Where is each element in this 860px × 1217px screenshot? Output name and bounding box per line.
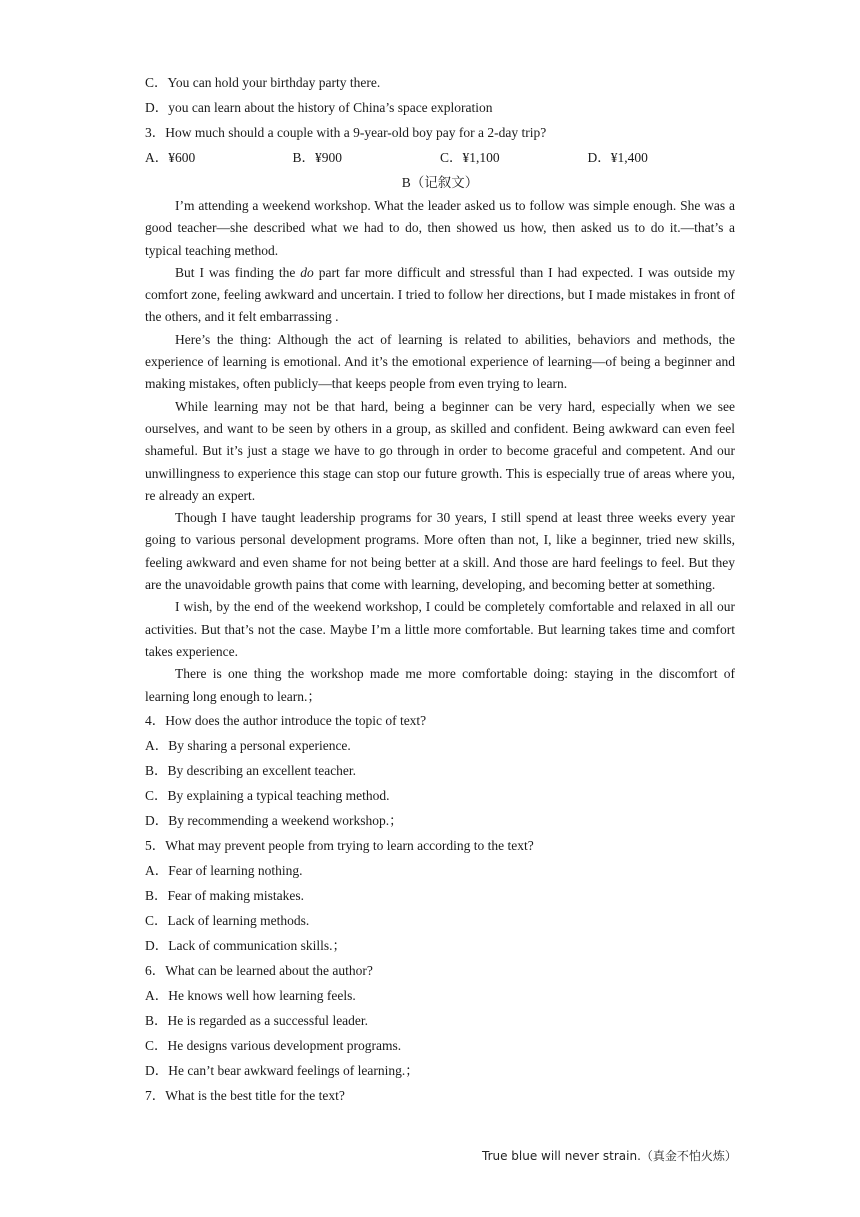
option-b: B．He is regarded as a successful leader.: [145, 1012, 369, 1028]
exam-page: [145, 70, 735, 1108]
passage-paragraph-1: I’m attending a weekend workshop. What the leader asked us to follow was simple enough. She was a good teacher—she described what we had to do, then showed us how, then asked us to do it.—that’s a typical teaching method.: [145, 198, 735, 258]
option-a: A．¥600: [145, 150, 196, 165]
question-3-options: [145, 145, 735, 170]
option-a: A．Fear of learning nothing.: [145, 862, 303, 878]
question-4-stem: 4．How does the author introduce the topic of text?: [145, 712, 427, 728]
passage-paragraph-7: There is one thing the workshop made me more comfortable doing: staying in the discomfort of learning long enough to learn.；: [145, 666, 735, 704]
option-a: A．He knows well how learning feels.: [145, 987, 356, 1003]
option-d: D．He can’t bear awkward feelings of learning.；: [145, 1062, 419, 1078]
option-c: C．¥1,100: [440, 150, 500, 165]
passage-paragraph-4: While learning may not be that hard, being a beginner can be very hard, especially when we see ourselves, and want to be seen by others in a group, as skilled and confident. Being awkward can even feel shameful. But it’s just a stage we have to go through in order to become graceful and competent. And our unwillingness to experience this stage can stop our future growth. This is especially true of areas where you, re already an expert.: [145, 398, 735, 503]
option-b: B．Fear of making mistakes.: [145, 887, 304, 903]
question-7-stem: 7．What is the best title for the text?: [145, 1087, 345, 1103]
question-3-stem: 3．How much should a couple with a 9-year-old boy pay for a 2-day trip?: [145, 125, 547, 140]
page-footer: True blue will never strain.（真金不怕火炼）: [482, 1149, 737, 1163]
question-6-stem: 6．What can be learned about the author?: [145, 962, 373, 978]
option-d: D．¥1,400: [587, 150, 648, 165]
reading-passage: [145, 195, 735, 708]
passage-paragraph-3: Here’s the thing: Although the act of learning is related to abilities, behaviors and methods, the experience of learning is emotional. And it’s the emotional experience of learning—of being a beginner and making mistakes, often publicly—that keeps people from even trying to learn.: [145, 331, 735, 392]
passage-paragraph-5: Though I have taught leadership programs for 30 years, I still spend at least three weeks every year going to various personal development programs. More often than not, I, like a beginner, tried new skills, feeling awkward and even shame for not being better at a skill. And those are hard feelings to feel. But they are the unavoidable growth pains that come with learning, developing, and becoming better at something.: [145, 510, 735, 593]
passage-paragraph-6: I wish, by the end of the weekend workshop, I could be completely comfortable and relaxed in all our activities. But that’s not the case. Maybe I’m a little more comfortable. But learning takes time and comfort takes experience.: [145, 599, 735, 659]
option-b: B．By describing an excellent teacher.: [145, 762, 357, 778]
section-title: B（记叙文）: [401, 175, 479, 190]
italic-word: do: [300, 264, 314, 280]
option-c: C．Lack of learning methods.: [145, 912, 310, 928]
passage-paragraph-2: But I was finding the do part far more difficult and stressful than I had expected. I was outside my comfort zone, feeling awkward and uncertain. I tried to follow her directions, but I made mistakes in front of the others, and it felt embarrassing .: [145, 264, 735, 325]
question-5-stem: 5．What may prevent people from trying to learn according to the text?: [145, 837, 534, 853]
option-d: D．Lack of communication skills.；: [145, 937, 346, 953]
option-c: C．He designs various development programs.: [145, 1037, 402, 1053]
option-d: D．you can learn about the history of China’s space exploration: [145, 100, 493, 115]
option-a: A．By sharing a personal experience.: [145, 737, 351, 753]
option-b: B．¥900: [292, 150, 343, 165]
option-c: C．By explaining a typical teaching method.: [145, 787, 390, 803]
option-c: C．You can hold your birthday party there.: [145, 75, 381, 90]
option-d: D．By recommending a weekend workshop.；: [145, 812, 403, 828]
